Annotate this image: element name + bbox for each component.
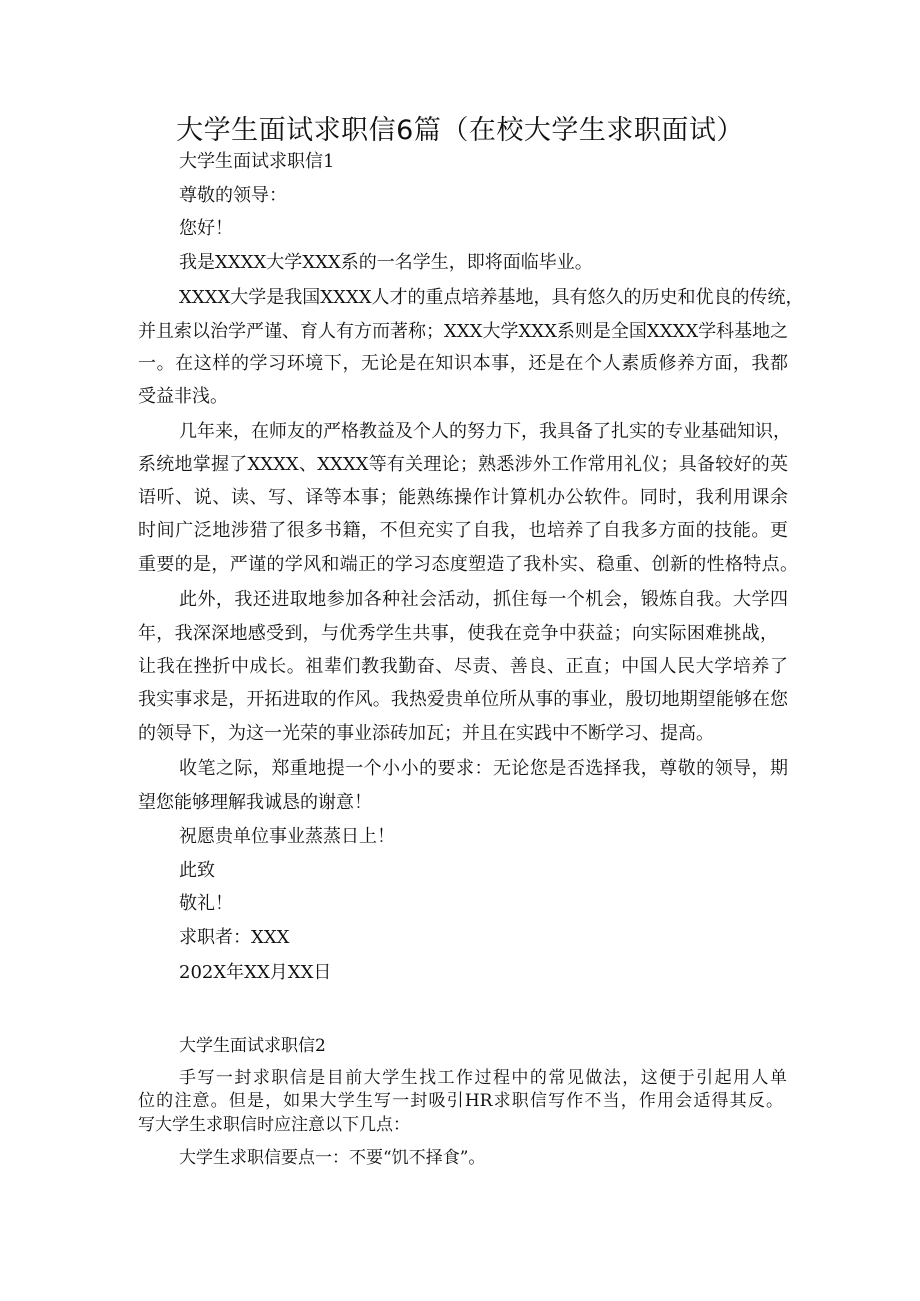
letter1-closing-1: 此致 <box>179 860 215 881</box>
letter1-salutation: 尊敬的领导： <box>179 185 287 206</box>
letter1-p4-line-2: 年，我深深地感受到，与优秀学生共事，使我在竞争中获益；向实际困难挑战， <box>138 623 778 644</box>
letter1-p2-line-2: 并且索以治学严谨、育人有方而著称；XXX大学XXX系则是全国XXXX学科基地之 <box>138 321 789 342</box>
letter1-p3-line-2: 系统地掌握了XXXX、XXXX等有关理论；熟悉涉外工作常用礼仪；具备较好的英 <box>138 454 788 475</box>
letter1-p3-line-5: 重要的是，严谨的学风和端正的学习态度塑造了我朴实、稳重、创新的性格特点。 <box>138 554 798 575</box>
letter1-closing-2: 敬礼！ <box>179 893 233 914</box>
letter1-wish: 祝愿贵单位事业蒸蒸日上！ <box>179 826 395 847</box>
letter1-greeting: 您好！ <box>179 218 233 239</box>
letter2-heading: 大学生面试求职信2 <box>179 1036 326 1056</box>
letter1-p5-line-2: 望您能够理解我诚恳的谢意！ <box>138 792 372 813</box>
letter1-p4-line-3: 让我在挫折中成长。祖辈们教我勤奋、尽责、善良、正直；中国人民大学培养了 <box>138 656 788 677</box>
letter2-p2: 大学生求职信要点一：不要“饥不择食”。 <box>179 1148 486 1168</box>
letter1-date: 202X年XX月XX日 <box>179 962 332 983</box>
letter1-signature: 求职者：XXX <box>179 927 290 948</box>
letter1-p2-line-4: 受益非浅。 <box>138 386 228 407</box>
letter1-p2-line-1: XXXX大学是我国XXXX人才的重点培养基地，具有悠久的历史和优良的传统， <box>179 287 804 308</box>
letter1-p3-line-1: 几年来，在师友的严格教益及个人的努力下，我具备了扎实的专业基础知识， <box>179 421 791 442</box>
letter1-p4-line-5: 的领导下，为这一光荣的事业添砖加瓦；并且在实践中不断学习、提高。 <box>138 723 714 744</box>
letter2-p1-line-1: 手写一封求职信是目前大学生找工作过程中的常见做法，这便于引起用人单 <box>179 1068 787 1088</box>
letter1-p3-line-3: 语听、说、读、写、译等本事；能熟练操作计算机办公软件。同时，我利用课余 <box>138 487 788 508</box>
letter1-p5-line-1: 收笔之际，郑重地提一个小小的要求：无论您是否选择我，尊敬的领导，期 <box>179 758 788 779</box>
letter1-p2-line-3: 一。在这样的学习环境下，无论是在知识本事，还是在个人素质修养方面，我都 <box>138 353 788 374</box>
letter2-p1-line-3: 写大学生求职信时应注意以下几点： <box>138 1115 410 1135</box>
letter2-p1-line-2: 位的注意。但是，如果大学生写一封吸引HR求职信写作不当，作用会适得其反。 <box>138 1091 783 1111</box>
letter1-p3-line-4: 时间广泛地涉猎了很多书籍，不但充实了自我，也培养了自我多方面的技能。更 <box>138 520 788 541</box>
document-title: 大学生面试求职信6篇（在校大学生求职面试） <box>176 115 744 146</box>
letter1-p4-line-1: 此外，我还进取地参加各种社会活动，抓住每一个机会，锻炼自我。大学四 <box>179 589 788 610</box>
letter1-paragraph-intro: 我是XXXX大学XXX系的一名学生，即将面临毕业。 <box>179 252 593 273</box>
letter1-heading: 大学生面试求职信1 <box>179 151 335 172</box>
letter1-p4-line-4: 我实事求是，开拓进取的作风。我热爱贵单位所从事的事业，殷切地期望能够在您 <box>138 689 788 710</box>
